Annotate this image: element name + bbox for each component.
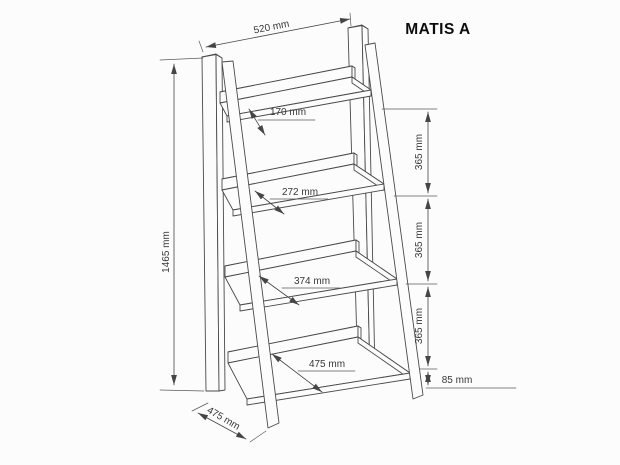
dim-label-top-width: 520 mm — [252, 18, 291, 37]
dim-label-spacing-1: 365 mm — [414, 133, 425, 171]
dim-label-spacing-2: 365 mm — [414, 221, 425, 259]
dim-label-shelf-depth-3: 374 mm — [293, 276, 331, 287]
dim-label-bottom-shelf-height: 85 mm — [441, 375, 473, 386]
dim-base-depth — [192, 403, 266, 442]
dim-top-width — [199, 13, 351, 52]
dim-label-shelf-depth-2: 272 mm — [281, 187, 319, 198]
dim-bottom-shelf-height — [426, 372, 516, 388]
dim-label-shelf-depth-1: 170 mm — [269, 107, 307, 118]
dim-label-total-height: 1465 mm — [161, 231, 172, 273]
dim-label-shelf-depth-4: 475 mm — [308, 359, 346, 370]
dim-label-base-depth: 475 mm — [204, 405, 242, 433]
dim-label-spacing-3: 365 mm — [414, 307, 425, 345]
drawing-title: MATIS A — [405, 21, 471, 38]
dim-total-height — [160, 58, 204, 391]
